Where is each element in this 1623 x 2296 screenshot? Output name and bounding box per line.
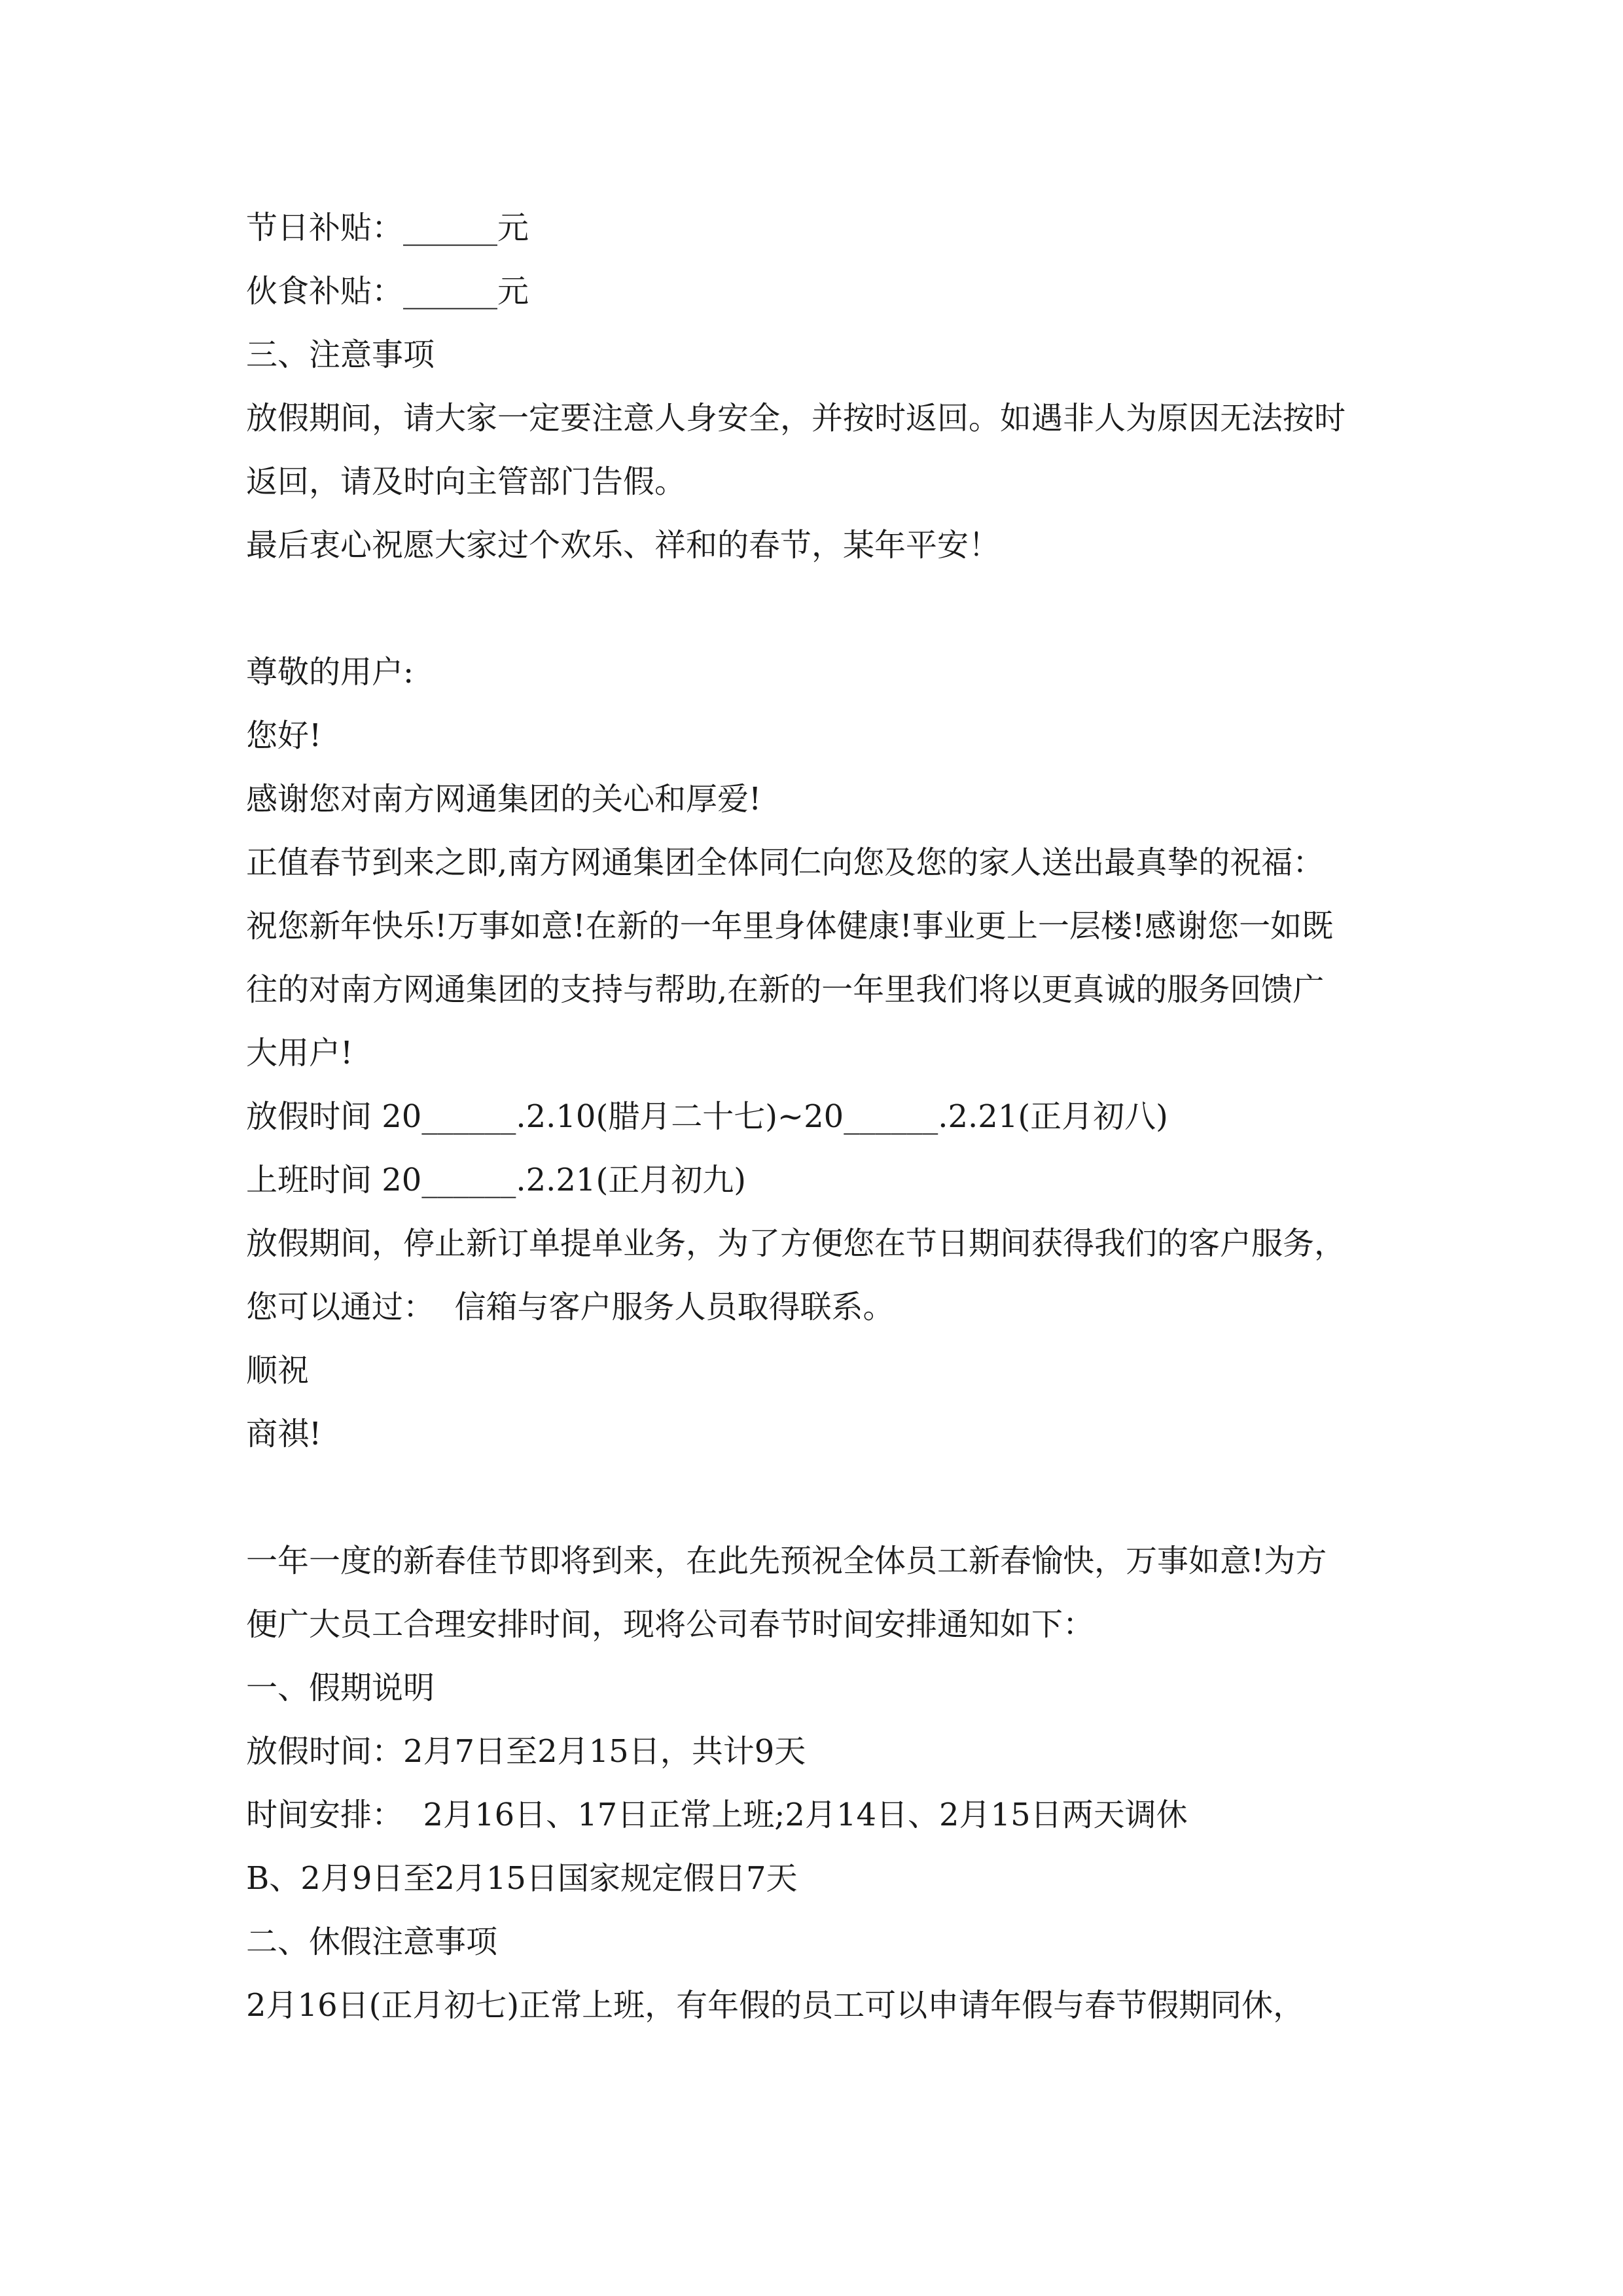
section-spacer bbox=[246, 1466, 1398, 1530]
paragraph-line: 返回，请及时向主管部门告假。 bbox=[246, 463, 687, 500]
paragraph-line: 时间安排： 2月16日、17日正常上班;2月14日、2月15日两天调休 bbox=[246, 1797, 1188, 1833]
paragraph-line: 便广大员工合理安排时间，现将公司春节时间安排通知如下： bbox=[246, 1606, 1095, 1643]
closing-line: 顺祝 bbox=[246, 1352, 310, 1389]
paragraph-line: 正值春节到来之即,南方网通集团全体同仁向您及您的家人送出最真挚的祝福： bbox=[246, 844, 1325, 881]
paragraph-line: 您可以通过： 信箱与客户服务人员取得联系。 bbox=[246, 1289, 895, 1325]
paragraph-line: 放假时间：2月7日至2月15日，共计9天 bbox=[246, 1733, 806, 1770]
paragraph-line: 往的对南方网通集团的支持与帮助,在新的一年里我们将以更真诚的服务回馈广 bbox=[246, 971, 1325, 1008]
paragraph-line: 放假期间，请大家一定要注意人身安全，并按时返回。如遇非人为原因无法按时 bbox=[246, 400, 1346, 437]
holiday-subsidy-line: 节日补贴：______元 bbox=[246, 209, 529, 246]
meal-subsidy-line: 伙食补贴：______元 bbox=[246, 273, 529, 310]
paragraph-line: 2月16日(正月初七)正常上班，有年假的员工可以申请年假与春节假期同休， bbox=[246, 1987, 1305, 2024]
work-resume-line: 上班时间 20______.2.21(正月初九) bbox=[246, 1162, 746, 1198]
paragraph-line: 大用户! bbox=[246, 1035, 353, 1071]
closing-wish-line: 最后衷心祝愿大家过个欢乐、祥和的春节，某年平安！ bbox=[246, 527, 1001, 564]
section-spacer bbox=[246, 577, 1398, 641]
holiday-period-line: 放假时间 20______.2.10(腊月二十七)~20______.2.21(正月初八) bbox=[246, 1098, 1168, 1135]
salutation-line: 尊敬的用户: bbox=[246, 654, 414, 691]
paragraph-line: 放假期间，停止新订单提单业务，为了方便您在节日期间获得我们的客户服务， bbox=[246, 1225, 1346, 1262]
notes-heading: 三、注意事项 bbox=[246, 336, 435, 373]
document-body bbox=[246, 196, 1398, 2037]
paragraph-line: 祝您新年快乐!万事如意!在新的一年里身体健康!事业更上一层楼!感谢您一如既 bbox=[246, 908, 1334, 944]
holiday-info-heading: 一、假期说明 bbox=[246, 1670, 435, 1706]
paragraph-line: 感谢您对南方网通集团的关心和厚爱! bbox=[246, 781, 762, 817]
paragraph-line: B、2月9日至2月15日国家规定假日7天 bbox=[246, 1860, 798, 1897]
closing-line: 商祺! bbox=[246, 1416, 322, 1452]
paragraph-line: 一年一度的新春佳节即将到来，在此先预祝全体员工新春愉快，万事如意!为方 bbox=[246, 1543, 1327, 1579]
greeting-line: 您好! bbox=[246, 717, 322, 754]
leave-notes-heading: 二、休假注意事项 bbox=[246, 1924, 498, 1960]
